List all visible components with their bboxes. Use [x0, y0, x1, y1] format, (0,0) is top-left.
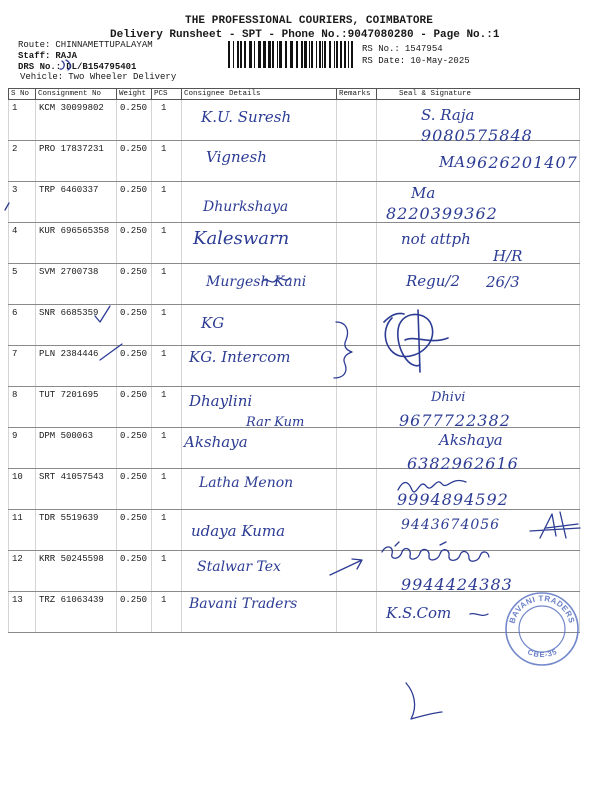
signature-cell	[376, 223, 580, 263]
barcode-bar	[258, 41, 261, 68]
serial-number: 12	[12, 554, 23, 564]
pcs-cell	[151, 264, 181, 304]
remarks-cell	[336, 141, 376, 181]
barcode-bar	[249, 41, 252, 68]
signature-text: S. Raja	[421, 106, 475, 124]
receiver-phone: 6382962616	[407, 454, 519, 473]
sno-cell	[8, 264, 35, 304]
drs-line	[18, 62, 136, 72]
vehicle-label: Vehicle:	[20, 72, 64, 82]
weight: 0.250	[120, 144, 148, 154]
signature-cell	[376, 100, 580, 145]
pieces: 1	[161, 513, 167, 523]
consignee-name: Dhaylini	[189, 392, 253, 410]
signature-date: 26/3	[486, 273, 520, 291]
weight-cell	[116, 346, 151, 386]
consignment-cell	[35, 264, 116, 304]
barcode-bar	[301, 41, 303, 68]
consignment-number: SNR 6685359	[39, 308, 99, 318]
remarks-cell	[336, 469, 376, 509]
drs-value: DL/B154795401	[66, 62, 137, 72]
weight: 0.250	[120, 472, 148, 482]
weight: 0.250	[120, 308, 148, 318]
weight: 0.250	[120, 103, 148, 113]
consignment-cell	[35, 346, 116, 386]
pcs-cell	[151, 223, 181, 263]
svg-text:CBE-35	[526, 647, 558, 659]
pcs-cell	[151, 387, 181, 427]
barcode-bar	[351, 41, 353, 68]
barcode-bar	[285, 41, 287, 68]
barcode-bar	[319, 41, 321, 68]
signature-text: MA	[439, 153, 466, 171]
remarks-cell	[336, 346, 376, 386]
weight: 0.250	[120, 390, 148, 400]
pieces: 1	[161, 595, 167, 605]
consignment-cell	[35, 223, 116, 263]
barcode-bar	[263, 41, 266, 68]
consignee-name: Murgesh Kani	[206, 274, 307, 290]
table-header	[8, 88, 580, 100]
receiver-phone: 9080575848	[421, 126, 533, 145]
col-header-consignment: Consignment No	[35, 89, 116, 99]
consignment-number: TRZ 61063439	[39, 595, 104, 605]
consignment-number: PRO 17837231	[39, 144, 104, 154]
consignment-number: SVM 2700738	[39, 267, 99, 277]
weight: 0.250	[120, 349, 148, 359]
table-row	[8, 264, 580, 305]
consignment-number: TRP 6460337	[39, 185, 99, 195]
pcs-cell	[151, 428, 181, 468]
barcode-bar	[237, 41, 239, 68]
staff-label: Staff:	[18, 51, 51, 61]
consignee-name: Dhurkshaya	[203, 199, 289, 215]
consignee-name: Vignesh	[206, 148, 267, 166]
sno-cell	[8, 428, 35, 468]
weight-cell	[116, 305, 151, 345]
remarks-cell	[336, 223, 376, 263]
weight-cell	[116, 264, 151, 304]
pieces: 1	[161, 267, 167, 277]
receiver-phone: 9994894592	[397, 490, 509, 509]
barcode-bar	[254, 41, 255, 68]
signature-text: Akshaya	[439, 431, 503, 449]
weight: 0.250	[120, 595, 148, 605]
barcode-bar	[334, 41, 335, 68]
rs-number-label: RS No.:	[362, 44, 400, 54]
pieces: 1	[161, 431, 167, 441]
barcode-bar	[329, 41, 331, 68]
consignee-cell	[181, 387, 336, 430]
sno-cell	[8, 100, 35, 140]
remarks-cell	[336, 182, 376, 222]
consignee-cell	[181, 469, 336, 509]
weight-cell	[116, 510, 151, 550]
sno-cell	[8, 182, 35, 222]
consignment-cell	[35, 428, 116, 468]
sno-cell	[8, 305, 35, 345]
consignee-cell	[181, 100, 336, 140]
signature-cell	[376, 387, 580, 430]
serial-number: 1	[12, 103, 18, 113]
signature-text: Dhivi	[431, 390, 466, 405]
pieces: 1	[161, 390, 167, 400]
weight: 0.250	[120, 267, 148, 277]
serial-number: 2	[12, 144, 18, 154]
sno-cell	[8, 592, 35, 632]
barcode-bar	[279, 41, 282, 68]
vehicle-line	[20, 72, 176, 82]
runsheet-title: Delivery Runsheet - SPT - Phone No.:9047080280 - Page No.:1	[110, 29, 500, 41]
consignment-number: TUT 7201695	[39, 390, 99, 400]
rs-number-line	[362, 44, 443, 54]
barcode-bar	[336, 41, 338, 68]
sno-cell	[8, 346, 35, 386]
consignee-name: Latha Menon	[199, 475, 294, 491]
table-row	[8, 510, 580, 551]
signature-cell	[376, 305, 580, 345]
pcs-cell	[151, 100, 181, 140]
remarks-cell	[336, 387, 376, 427]
signature-cell	[376, 264, 580, 304]
remarks-cell	[336, 551, 376, 591]
signature-text: Ma	[411, 184, 436, 202]
table-row	[8, 141, 580, 182]
remarks-cell	[336, 592, 376, 632]
consignee-name: Bavani Traders	[189, 596, 298, 612]
signature-cell	[376, 141, 580, 181]
consignment-cell	[35, 305, 116, 345]
signature-cell	[376, 592, 580, 632]
signature-text: K.S.Com	[386, 604, 452, 622]
signature-cell	[376, 346, 580, 386]
pcs-cell	[151, 469, 181, 509]
barcode-bar	[316, 41, 317, 68]
consignee-cell	[181, 305, 336, 345]
serial-number: 10	[12, 472, 23, 482]
consignment-cell	[35, 469, 116, 509]
table-row	[8, 469, 580, 510]
signature-cell	[376, 469, 580, 509]
barcode-bar	[228, 41, 230, 68]
pieces: 1	[161, 554, 167, 564]
barcode-bar	[311, 41, 313, 68]
consignee-name: Stalwar Tex	[197, 559, 281, 575]
consignee-name: K.U. Suresh	[201, 108, 292, 126]
signature-cell	[376, 551, 580, 594]
pcs-cell	[151, 141, 181, 181]
company-name: THE PROFESSIONAL COURIERS, COIMBATORE	[185, 15, 433, 27]
receiver-phone: 9944424383	[401, 575, 513, 594]
consignment-number: TDR 5519639	[39, 513, 99, 523]
consignee-cell	[181, 346, 336, 386]
signature-cell	[376, 182, 580, 222]
consignee-cell	[181, 182, 336, 222]
signature-text: not attph	[401, 230, 471, 248]
pcs-cell	[151, 592, 181, 632]
barcode-bar	[233, 41, 234, 68]
consignee-cell	[181, 223, 336, 263]
table-row	[8, 100, 580, 145]
barcode	[228, 41, 355, 69]
route-value: CHINNAMETTUPALAYAM	[55, 40, 153, 50]
pieces: 1	[161, 472, 167, 482]
consignment-cell	[35, 182, 116, 222]
consignment-cell	[35, 100, 116, 140]
table-row	[8, 223, 580, 264]
barcode-bar	[348, 41, 349, 68]
serial-number: 13	[12, 595, 23, 605]
consignment-number: PLN 2384446	[39, 349, 99, 359]
barcode-bar	[272, 41, 274, 68]
consignment-cell	[35, 141, 116, 181]
table-row	[8, 182, 580, 223]
col-header-remarks: Remarks	[336, 89, 376, 99]
receiver-phone: 9443674056	[401, 517, 501, 533]
serial-number: 5	[12, 267, 18, 277]
weight: 0.250	[120, 431, 148, 441]
serial-number: 4	[12, 226, 18, 236]
table-row	[8, 551, 580, 592]
consignment-number: KUR 696565358	[39, 226, 110, 236]
consignee-name: Akshaya	[184, 433, 248, 451]
weight-cell	[116, 182, 151, 222]
signature-cell	[376, 428, 580, 473]
consignee-cell	[181, 141, 336, 181]
pieces: 1	[161, 349, 167, 359]
table-row	[8, 428, 580, 473]
barcode-bar	[304, 41, 307, 68]
consignment-number: SRT 41057543	[39, 472, 104, 482]
consignee-name: KG	[201, 314, 225, 332]
barcode-bar	[340, 41, 342, 68]
table-row	[8, 592, 580, 633]
consignment-cell	[35, 387, 116, 427]
sno-cell	[8, 387, 35, 427]
remarks-cell	[336, 100, 376, 140]
barcode-bar	[309, 41, 310, 68]
staff-value: RAJA	[55, 51, 78, 61]
rs-date-value: 10-May-2025	[410, 56, 470, 66]
barcode-bar	[268, 41, 271, 68]
weight-cell	[116, 100, 151, 140]
consignee-cell	[181, 428, 336, 468]
weight-cell	[116, 428, 151, 468]
barcode-bar	[344, 41, 346, 68]
consignee-name: udaya Kuma	[191, 522, 286, 540]
consignment-number: DPM 500063	[39, 431, 94, 441]
staff-line	[18, 51, 77, 61]
barcode-bar	[277, 41, 278, 68]
weight: 0.250	[120, 226, 148, 236]
consignment-number: KRR 50245598	[39, 554, 104, 564]
col-header-signature: Seal & Signature	[376, 89, 580, 99]
receiver-phone: 9626201407	[466, 153, 578, 172]
pieces: 1	[161, 103, 167, 113]
drs-label: DRS No.:	[18, 62, 62, 72]
rs-number-value: 1547954	[404, 44, 443, 54]
stamp-code: CBE-35	[526, 647, 558, 660]
pcs-cell	[151, 346, 181, 386]
serial-number: 11	[12, 513, 23, 523]
sno-cell	[8, 223, 35, 263]
weight-cell	[116, 141, 151, 181]
sno-cell	[8, 510, 35, 550]
barcode-bar	[322, 41, 323, 68]
bottom-pen-mark	[406, 683, 442, 719]
serial-number: 6	[12, 308, 18, 318]
route-label: Route:	[18, 40, 51, 50]
weight-cell	[116, 387, 151, 427]
pieces: 1	[161, 144, 167, 154]
weight-cell	[116, 592, 151, 632]
consignment-cell	[35, 510, 116, 550]
pcs-cell	[151, 510, 181, 550]
consignee-name-line2: Rar Kum	[246, 415, 305, 430]
stamp-name: BAVANI TRADERS	[507, 593, 577, 625]
pcs-cell	[151, 551, 181, 591]
serial-number: 9	[12, 431, 18, 441]
barcode-bar	[244, 41, 246, 68]
consignment-number: KCM 30099802	[39, 103, 104, 113]
pcs-cell	[151, 305, 181, 345]
consignment-cell	[35, 551, 116, 591]
col-header-weight: Weight	[116, 89, 151, 99]
weight-cell	[116, 551, 151, 591]
sno-cell	[8, 469, 35, 509]
signature-text: Regu/2	[406, 272, 461, 290]
rs-date-label: RS Date:	[362, 56, 406, 66]
table-row	[8, 305, 580, 346]
weight: 0.250	[120, 185, 148, 195]
consignee-name: KG. Intercom	[189, 348, 291, 366]
sno-cell	[8, 141, 35, 181]
barcode-bar	[290, 41, 293, 68]
weight-cell	[116, 469, 151, 509]
consignee-name: Kaleswarn	[193, 228, 290, 249]
table-row	[8, 387, 580, 428]
weight: 0.250	[120, 513, 148, 523]
col-header-consignee: Consignee Details	[181, 89, 336, 99]
remarks-cell	[336, 428, 376, 468]
remarks-cell	[336, 305, 376, 345]
consignee-cell	[181, 551, 336, 591]
serial-number: 8	[12, 390, 18, 400]
remarks-cell	[336, 510, 376, 550]
col-header-sno: S No	[8, 89, 35, 99]
remarks-cell	[336, 264, 376, 304]
weight: 0.250	[120, 554, 148, 564]
sno-cell	[8, 551, 35, 591]
rs-date-line	[362, 56, 470, 66]
barcode-bar	[240, 41, 242, 68]
runsheet-table	[8, 88, 580, 633]
serial-number: 3	[12, 185, 18, 195]
consignment-cell	[35, 592, 116, 632]
table-row	[8, 346, 580, 387]
barcode-bars	[228, 41, 353, 68]
remark-code: H/R	[493, 247, 523, 265]
barcode-bar	[296, 41, 298, 68]
route-line	[18, 40, 153, 50]
pcs-cell	[151, 182, 181, 222]
barcode-bar	[324, 41, 326, 68]
consignee-cell	[181, 264, 336, 304]
serial-number: 7	[12, 349, 18, 359]
receiver-phone: 8220399362	[386, 204, 498, 223]
pieces: 1	[161, 185, 167, 195]
pieces: 1	[161, 226, 167, 236]
receiver-phone: 9677722382	[399, 411, 511, 430]
pieces: 1	[161, 308, 167, 318]
consignee-cell	[181, 510, 336, 550]
vehicle-value: Two Wheeler Delivery	[68, 72, 177, 82]
consignee-cell	[181, 592, 336, 632]
weight-cell	[116, 223, 151, 263]
signature-cell	[376, 510, 580, 550]
col-header-pcs: PCS	[151, 89, 181, 99]
